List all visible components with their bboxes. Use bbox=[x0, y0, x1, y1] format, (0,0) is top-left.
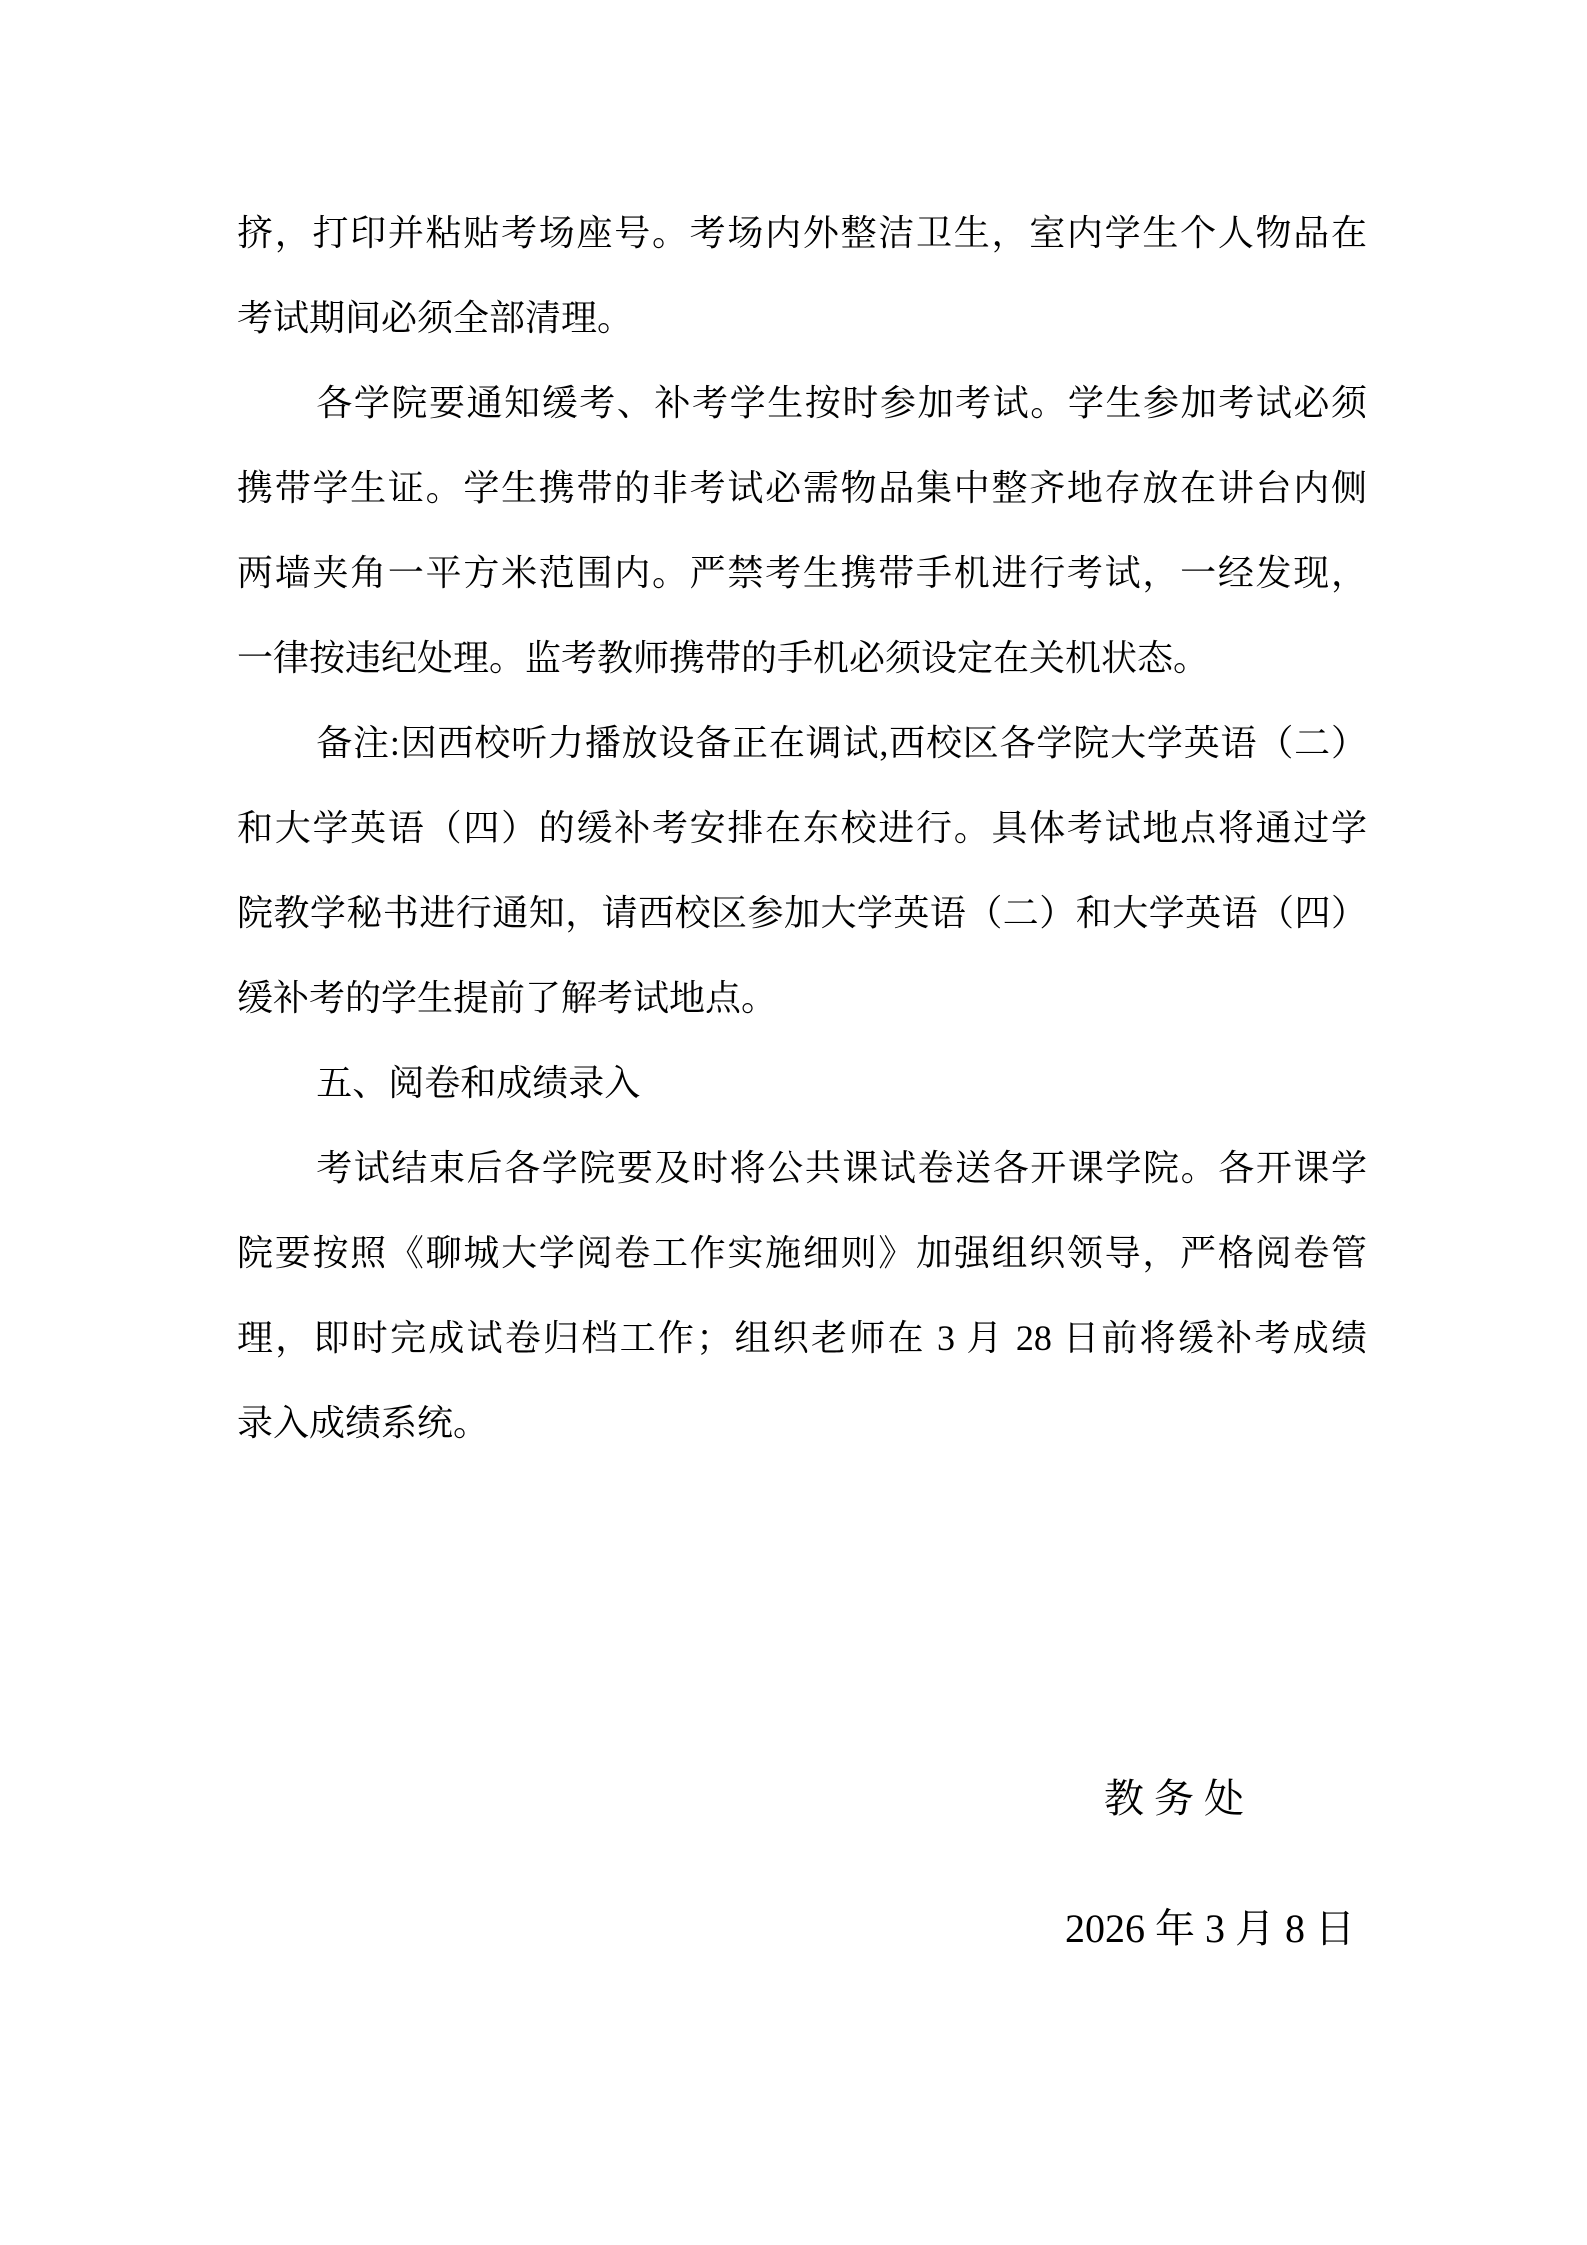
signature-block bbox=[0, 1768, 1587, 1960]
body-line: 院教学秘书进行通知，请西校区参加大学英语（二）和大学英语（四） bbox=[237, 893, 1367, 933]
body-line: 两墙夹角一平方米范围内。严禁考生携带手机进行考试，一经发现， bbox=[237, 553, 1367, 593]
body-line: 缓补考的学生提前了解考试地点。 bbox=[237, 978, 778, 1018]
body-line: 和大学英语（四）的缓补考安排在东校进行。具体考试地点将通过学 bbox=[237, 808, 1367, 848]
body-line: 考试期间必须全部清理。 bbox=[237, 298, 634, 338]
body-line: 携带学生证。学生携带的非考试必需物品集中整齐地存放在讲台内侧 bbox=[237, 468, 1367, 508]
body-line: 考试结束后各学院要及时将公共课试卷送各开课学院。各开课学 bbox=[316, 1148, 1367, 1188]
body-text bbox=[237, 191, 1367, 1466]
body-line: 各学院要通知缓考、补考学生按时参加考试。学生参加考试必须 bbox=[316, 383, 1367, 423]
body-line: 录入成绩系统。 bbox=[237, 1403, 490, 1443]
signature-date: 2026 年 3 月 8 日 bbox=[1065, 1906, 1355, 1951]
body-line: 一律按违纪处理。监考教师携带的手机必须设定在关机状态。 bbox=[237, 638, 1210, 678]
section-heading: 五、阅卷和成绩录入 bbox=[316, 1063, 641, 1103]
signature-org: 教 务 处 bbox=[1104, 1776, 1244, 1821]
body-line: 挤，打印并粘贴考场座号。考场内外整洁卫生，室内学生个人物品在 bbox=[237, 213, 1367, 253]
body-line: 理，即时完成试卷归档工作；组织老师在 3 月 28 日前将缓补考成绩 bbox=[237, 1318, 1367, 1358]
body-line: 备注:因西校听力播放设备正在调试,西校区各学院大学英语（二） bbox=[316, 723, 1367, 763]
body-line: 院要按照《聊城大学阅卷工作实施细则》加强组织领导，严格阅卷管 bbox=[237, 1233, 1367, 1273]
